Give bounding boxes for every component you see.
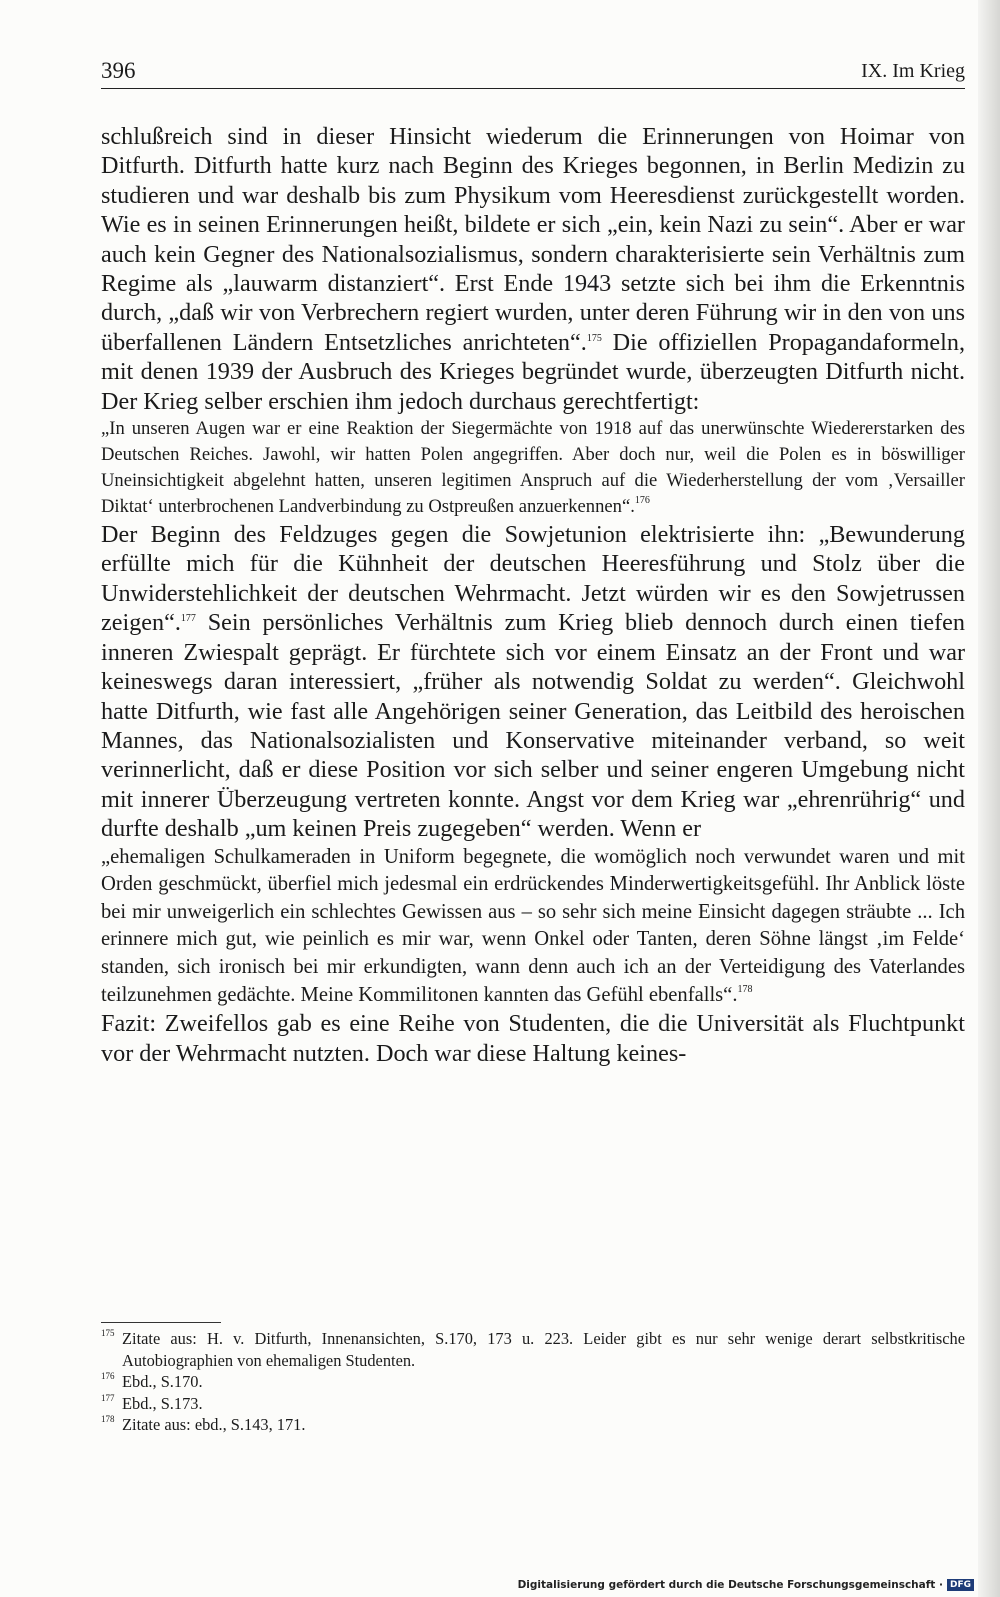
footnote-number: 176 (101, 1371, 115, 1382)
footnote-text: Ebd., S.170. (122, 1372, 203, 1392)
block-quote-1 (101, 416, 965, 520)
digitization-credit (518, 1578, 974, 1592)
digitization-text: Digitalisierung gefördert durch die Deutsche Forschungsgemeinschaft · (517, 1579, 943, 1591)
paragraph-2-part-a: Der Beginn des Feldzuges gegen die Sowjetunion elektrisierte ihn: „Bewunderung erfüllte mich für die Kühnheit der deutschen Heeresführung und Stolz über die Unwiderstehlichkeit der deutschen Wehrmacht. Jetzt würden wir es den Sowjetrussen zeigen“. (101, 521, 965, 637)
page-header (101, 56, 965, 89)
paragraph-1-part-b: Die offiziellen Propagandaformeln, mit denen 1939 der Ausbruch des Krieges begründet wurde, überzeugten Ditfurth nicht. Der Krieg selber erschien ihm jedoch durchaus gerechtfertigt: (101, 328, 966, 415)
footnote-text: Zitate aus: H. v. Ditfurth, Innenansichten, S.170, 173 u. 223. Leider gibt es nur sehr wenige derart selbstkritische Autobiographien von ehemaligen Studenten. (122, 1329, 965, 1370)
footnote-separator (101, 1322, 221, 1323)
paragraph-1 (101, 122, 965, 416)
paragraph-1-part-a: schlußreich sind in dieser Hinsicht wiederum die Erinnerungen von Hoimar von Ditfurth. Ditfurth hatte kurz nach Beginn des Krieges begonnen, in Berlin Medizin zu studieren und war deshalb bis zum Physikum vom Heeresdienst zurückgestellt worden. Wie es in seinen Erinnerungen heißt, bildete er sich „ein, kein Nazi zu sein“. Aber er war auch kein Gegner des Nationalsozialismus, sondern charakterisierte sein Verhältnis zum Regime als „lauwarm distanziert“. Erst Ende 1943 setzte sich bei ihm die Erkenntnis durch, „daß wir von Verbrechern regiert wurden, unter deren Führung wir in den von uns überfallenen Ländern Entsetzliches anrichteten“. (101, 123, 965, 356)
dfg-logo-icon: DFG (947, 1579, 974, 1591)
footnote-ref-178[interactable]: 178 (737, 983, 753, 995)
footnote-item (101, 1393, 965, 1415)
paragraph-2-part-b: Sein persönliches Verhältnis zum Krieg blieb dennoch durch einen tiefen inneren Zwiespalt geprägt. Er fürchtete sich vor einem Einsatz an der Front und war keineswegs daran interessiert, „früher als notwendig Soldat zu werden“. Gleichwohl hatte Ditfurth, wie fast alle Angehörigen seiner Generation, das Leitbild des heroischen Mannes, das Nationalsozialisten und Konservative miteinander verband, so weit verinnerlicht, daß er diese Position vor sich selber und seiner engeren Umgebung nicht mit innerer Überzeugung vertreten konnte. Angst vor dem Krieg war „ehrenrührig“ und durfte deshalb „um keinen Preis zugegeben“ werden. Wenn er (101, 609, 965, 843)
footnote-text: Ebd., S.173. (122, 1393, 203, 1413)
block-quote-1-text: „In unseren Augen war er eine Reaktion der Siegermächte von 1918 auf das unerwünschte Wiedererstarken des Deutschen Reiches. Jawohl, wir hatten Polen angegriffen. Aber doch nur, weil die Polen es in böswilliger Uneinsichtigkeit abgelehnt hatten, unseren legitimen Anspruch auf die Wiederherstellung der vom ‚Versailler Diktat‘ unterbrochenen Landverbindung zu Ostpreußen anzuerkennen“. (101, 418, 965, 518)
footnote-text: Zitate aus: ebd., S.143, 171. (122, 1415, 306, 1435)
block-quote-2 (101, 844, 965, 1010)
paragraph-3: Fazit: Zweifellos gab es eine Reihe von Studenten, die die Universität als Fluchtpunkt vor der Wehrmacht nutzten. Doch war diese Haltung keines- (101, 1010, 965, 1067)
paragraph-2 (101, 520, 965, 843)
footnote-ref-175[interactable]: 175 (586, 332, 602, 344)
running-head: IX. Im Krieg (861, 60, 965, 82)
footnote-number: 178 (101, 1414, 115, 1425)
page-edge-shadow (978, 0, 1000, 1597)
body-text (101, 122, 965, 1068)
footnote-ref-177[interactable]: 177 (180, 613, 196, 625)
footnote-item (101, 1414, 965, 1436)
footnote-number: 175 (101, 1328, 115, 1338)
footnote-item (101, 1371, 965, 1393)
footnotes (101, 1328, 965, 1436)
footnote-item (101, 1328, 965, 1371)
page-number: 396 (101, 58, 136, 83)
footnote-number: 177 (101, 1392, 115, 1403)
block-quote-2-text: „ehemaligen Schulkameraden in Uniform begegnete, die womöglich noch verwundet waren und mit Orden geschmückt, überfiel mich jedesmal ein erdrückendes Minderwertigkeitsgefühl. Ihr Anblick löste bei mir unweigerlich ein schlechtes Gewissen aus – so sehr sich meine Einsicht dagegen sträubte ... Ich erinnere mich gut, wie peinlich es mir war, wenn Onkel oder Tanten, deren Söhne längst ‚im Felde‘ standen, sich ironisch bei mir erkundigten, wann denn auch ich an der Verteidigung des Vaterlandes teilzunehmen gedächte. Meine Kommilitonen kannten das Gefühl ebenfalls“. (101, 845, 965, 1006)
footnote-ref-176[interactable]: 176 (634, 495, 650, 507)
